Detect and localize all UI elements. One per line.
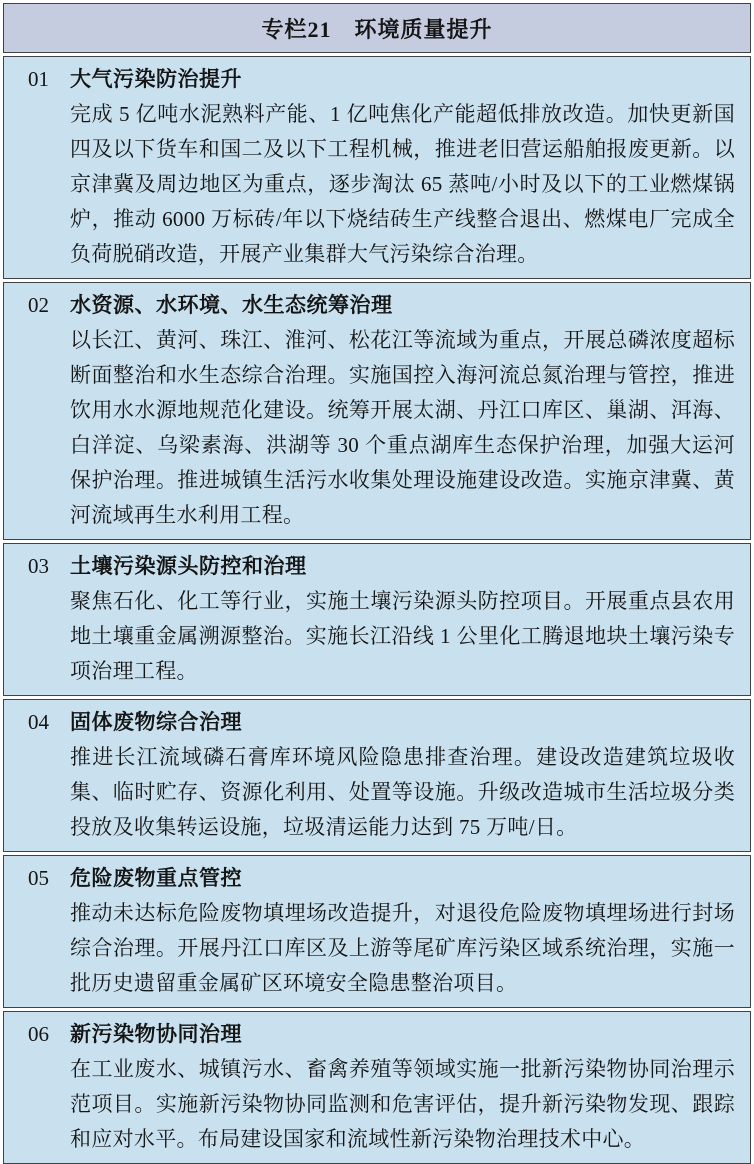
section-heading	[28, 62, 735, 97]
section-number: 02	[28, 293, 49, 317]
section-number: 05	[28, 866, 49, 890]
section-body: 以长江、黄河、珠江、淮河、松花江等流域为重点，开展总磷浓度超标断面整治和水生态综合治理。实施国控入海河流总氮治理与管控，推进饮用水水源地规范化建设。统筹开展太湖、丹江口库区、巢湖、洱海、白洋淀、乌梁素海、洪湖等 30 个重点湖库生态保护治理，加强大运河保护治理。推进城镇生活污水收集处理设施建设改造。实施京津冀、黄河流域再生水利用工程。	[70, 328, 735, 527]
section-heading	[28, 288, 735, 323]
section-solid-waste	[3, 699, 751, 852]
column-21-panel	[3, 3, 751, 1151]
section-title: 危险废物重点管控	[70, 866, 242, 890]
section-soil-pollution	[3, 543, 751, 696]
section-body: 完成 5 亿吨水泥熟料产能、1 亿吨焦化产能超低排放改造。加快更新国四及以下货车和国二及以下工程机械，推进老旧营运船舶报废更新。以京津冀及周边地区为重点，逐步淘汰 65 蒸吨/小时及以下的工业燃煤锅炉，推动 6000 万标砖/年以下烧结砖生产线整合退出、燃煤电厂完成全负荷脱硝改造，开展产业集群大气污染综合治理。	[70, 102, 735, 266]
section-title: 固体废物综合治理	[70, 710, 242, 734]
section-hazardous-waste	[3, 855, 751, 1008]
section-title: 新污染物协同治理	[70, 1022, 242, 1046]
section-number: 03	[28, 554, 49, 578]
section-number: 04	[28, 710, 49, 734]
section-heading	[28, 549, 735, 584]
section-body: 推动未达标危险废物填埋场改造提升，对退役危险废物填埋场进行封场综合治理。开展丹江口库区及上游等尾矿库污染区域系统治理，实施一批历史遗留重金属矿区环境安全隐患整治项目。	[70, 901, 735, 995]
section-heading	[28, 1017, 735, 1052]
section-body: 聚焦石化、化工等行业，实施土壤污染源头防控项目。开展重点县农用地土壤重金属溯源整治。实施长江沿线 1 公里化工腾退地块土壤污染专项治理工程。	[70, 589, 735, 683]
section-body: 推进长江流域磷石膏库环境风险隐患排查治理。建设改造建筑垃圾收集、临时贮存、资源化利用、处置等设施。升级改造城市生活垃圾分类投放及收集转运设施，垃圾清运能力达到 75 万吨/日。	[70, 745, 735, 839]
panel-title: 专栏21 环境质量提升	[3, 3, 751, 53]
section-title: 土壤污染源头防控和治理	[70, 554, 307, 578]
section-body: 在工业废水、城镇污水、畜禽养殖等领域实施一批新污染物协同治理示范项目。实施新污染物协同监测和危害评估，提升新污染物发现、跟踪和应对水平。布局建设国家和流域性新污染物治理技术中心。	[70, 1057, 735, 1151]
section-water-governance	[3, 282, 751, 540]
section-air-pollution	[3, 56, 751, 279]
section-number: 06	[28, 1022, 49, 1046]
section-title: 水资源、水环境、水生态统筹治理	[70, 293, 393, 317]
section-heading	[28, 705, 735, 740]
section-heading	[28, 861, 735, 896]
section-number: 01	[28, 67, 49, 91]
section-title: 大气污染防治提升	[70, 67, 242, 91]
section-new-pollutants	[3, 1011, 751, 1164]
